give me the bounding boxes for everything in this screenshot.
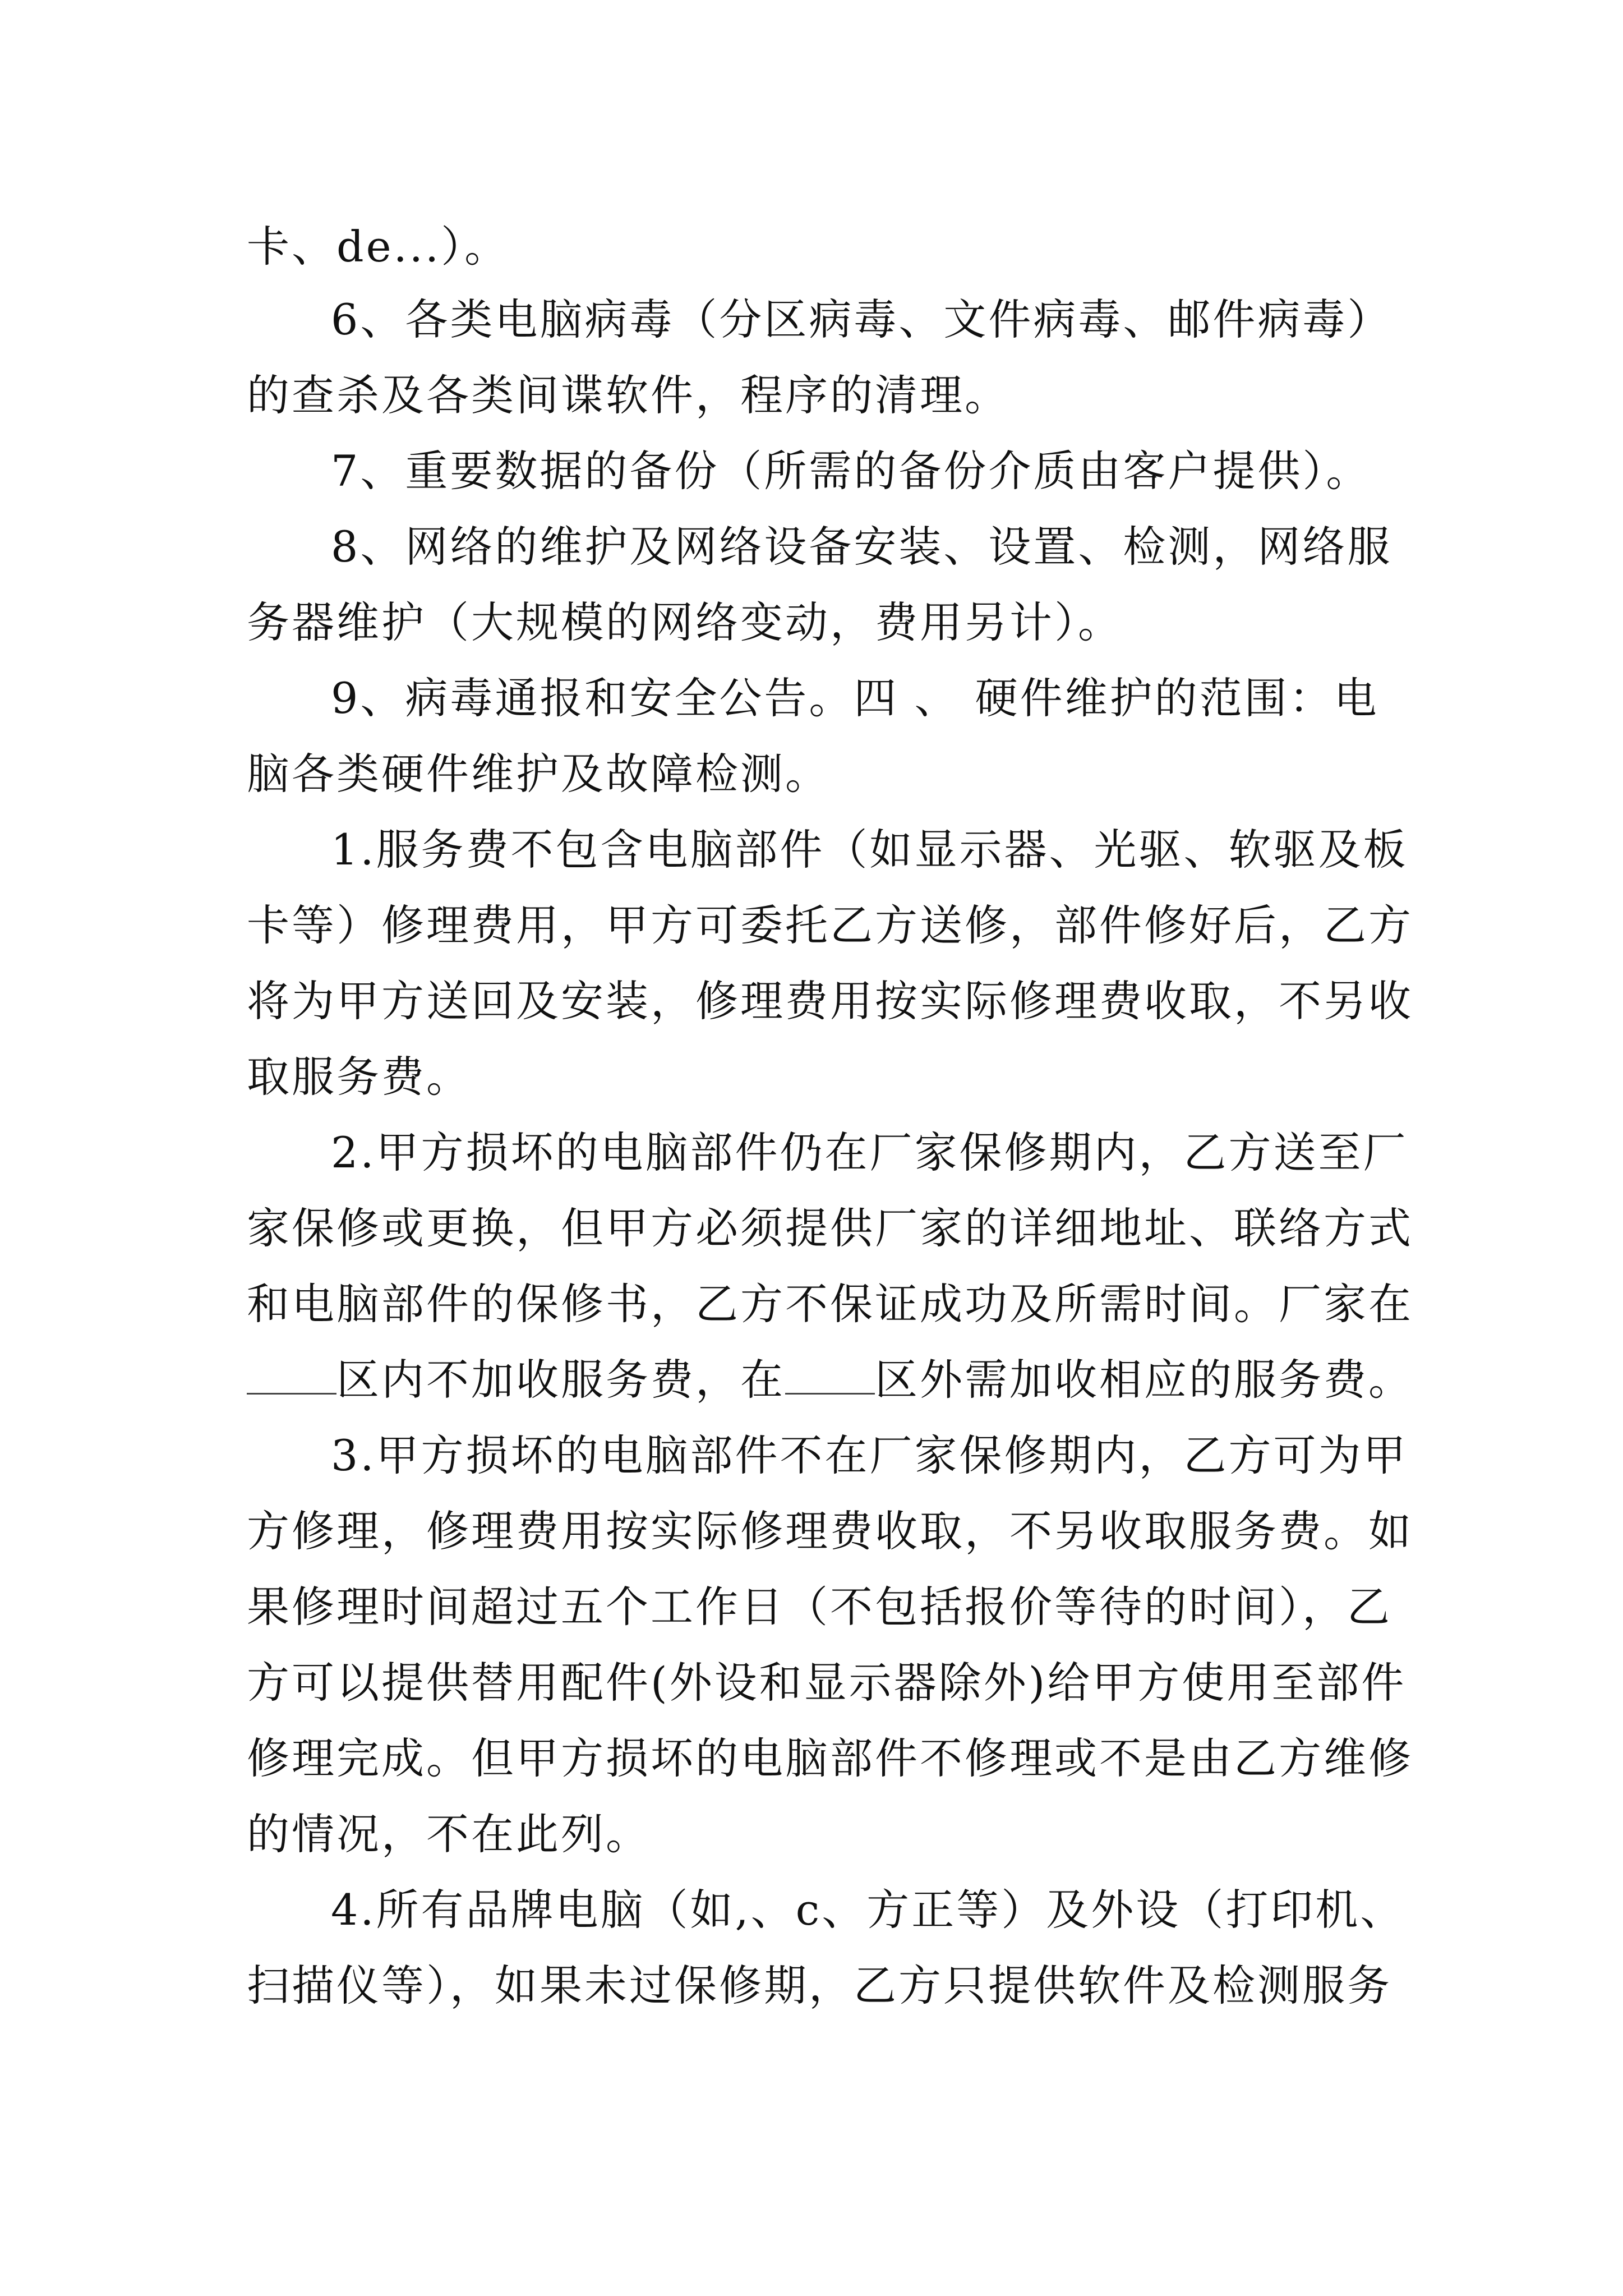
text-line: 务器维护（大规模的网络变动，费用另计）。 <box>247 597 1123 647</box>
text-line: 7、重要数据的备份（所需的备份介质由客户提供）。 <box>331 446 1371 496</box>
text-line: 家保修或更换，但甲方必须提供厂家的详细地址、联络方式 <box>247 1203 1413 1253</box>
text-line: 将为甲方送回及安装，修理费用按实际修理费收取，不另收 <box>247 976 1413 1026</box>
text-line: 6、各类电脑病毒（分区病毒、文件病毒、邮件病毒） <box>331 295 1393 344</box>
text-line: 1.服务费不包含电脑部件（如显示器、光驱、软驱及板 <box>331 825 1408 875</box>
fill-in-blank <box>247 1354 336 1395</box>
text-line: 的查杀及各类间谍软件，程序的清理。 <box>247 370 1009 420</box>
text-line: 3.甲方损坏的电脑部件不在厂家保修期内，乙方可为甲 <box>331 1430 1408 1480</box>
text-line: 方可以提供替用配件(外设和显示器除外)给甲方使用至部件 <box>247 1658 1407 1708</box>
text-line: 脑各类硬件维护及故障检测。 <box>247 749 830 799</box>
text-line: 卡、de...）。 <box>247 222 510 272</box>
text-line: 的情况，不在此列。 <box>247 1809 651 1859</box>
text-line: 方修理，修理费用按实际修理费收取，不另收取服务费。如 <box>247 1506 1413 1556</box>
text-line: 9、病毒通报和安全公告。四 、 硬件维护的范围：电 <box>331 673 1379 723</box>
text-line: 卡等）修理费用，甲方可委托乙方送修，部件修好后，乙方 <box>247 900 1413 950</box>
text-segment: 区内不加收服务费，在 <box>336 1355 785 1405</box>
text-line: 2.甲方损坏的电脑部件仍在厂家保修期内，乙方送至厂 <box>331 1128 1408 1177</box>
text-line: 4.所有品牌电脑（如,、c、方正等）及外设（打印机、 <box>331 1885 1405 1935</box>
text-line: 果修理时间超过五个工作日（不包括报价等待的时间），乙 <box>247 1582 1392 1632</box>
text-line: 8、网络的维护及网络设备安装、设置、检测，网络服 <box>331 522 1393 572</box>
fill-in-blank <box>785 1354 875 1395</box>
text-line-with-blanks <box>247 1352 1413 1408</box>
text-line: 扫描仪等），如果未过保修期，乙方只提供软件及检测服务 <box>247 1961 1392 2010</box>
text-segment: 区外需加收相应的服务费。 <box>875 1355 1413 1405</box>
text-line: 修理完成。但甲方损坏的电脑部件不修理或不是由乙方维修 <box>247 1733 1413 1783</box>
text-line: 取服务费。 <box>247 1052 471 1102</box>
text-line: 和电脑部件的保修书，乙方不保证成功及所需时间。厂家在 <box>247 1279 1413 1329</box>
